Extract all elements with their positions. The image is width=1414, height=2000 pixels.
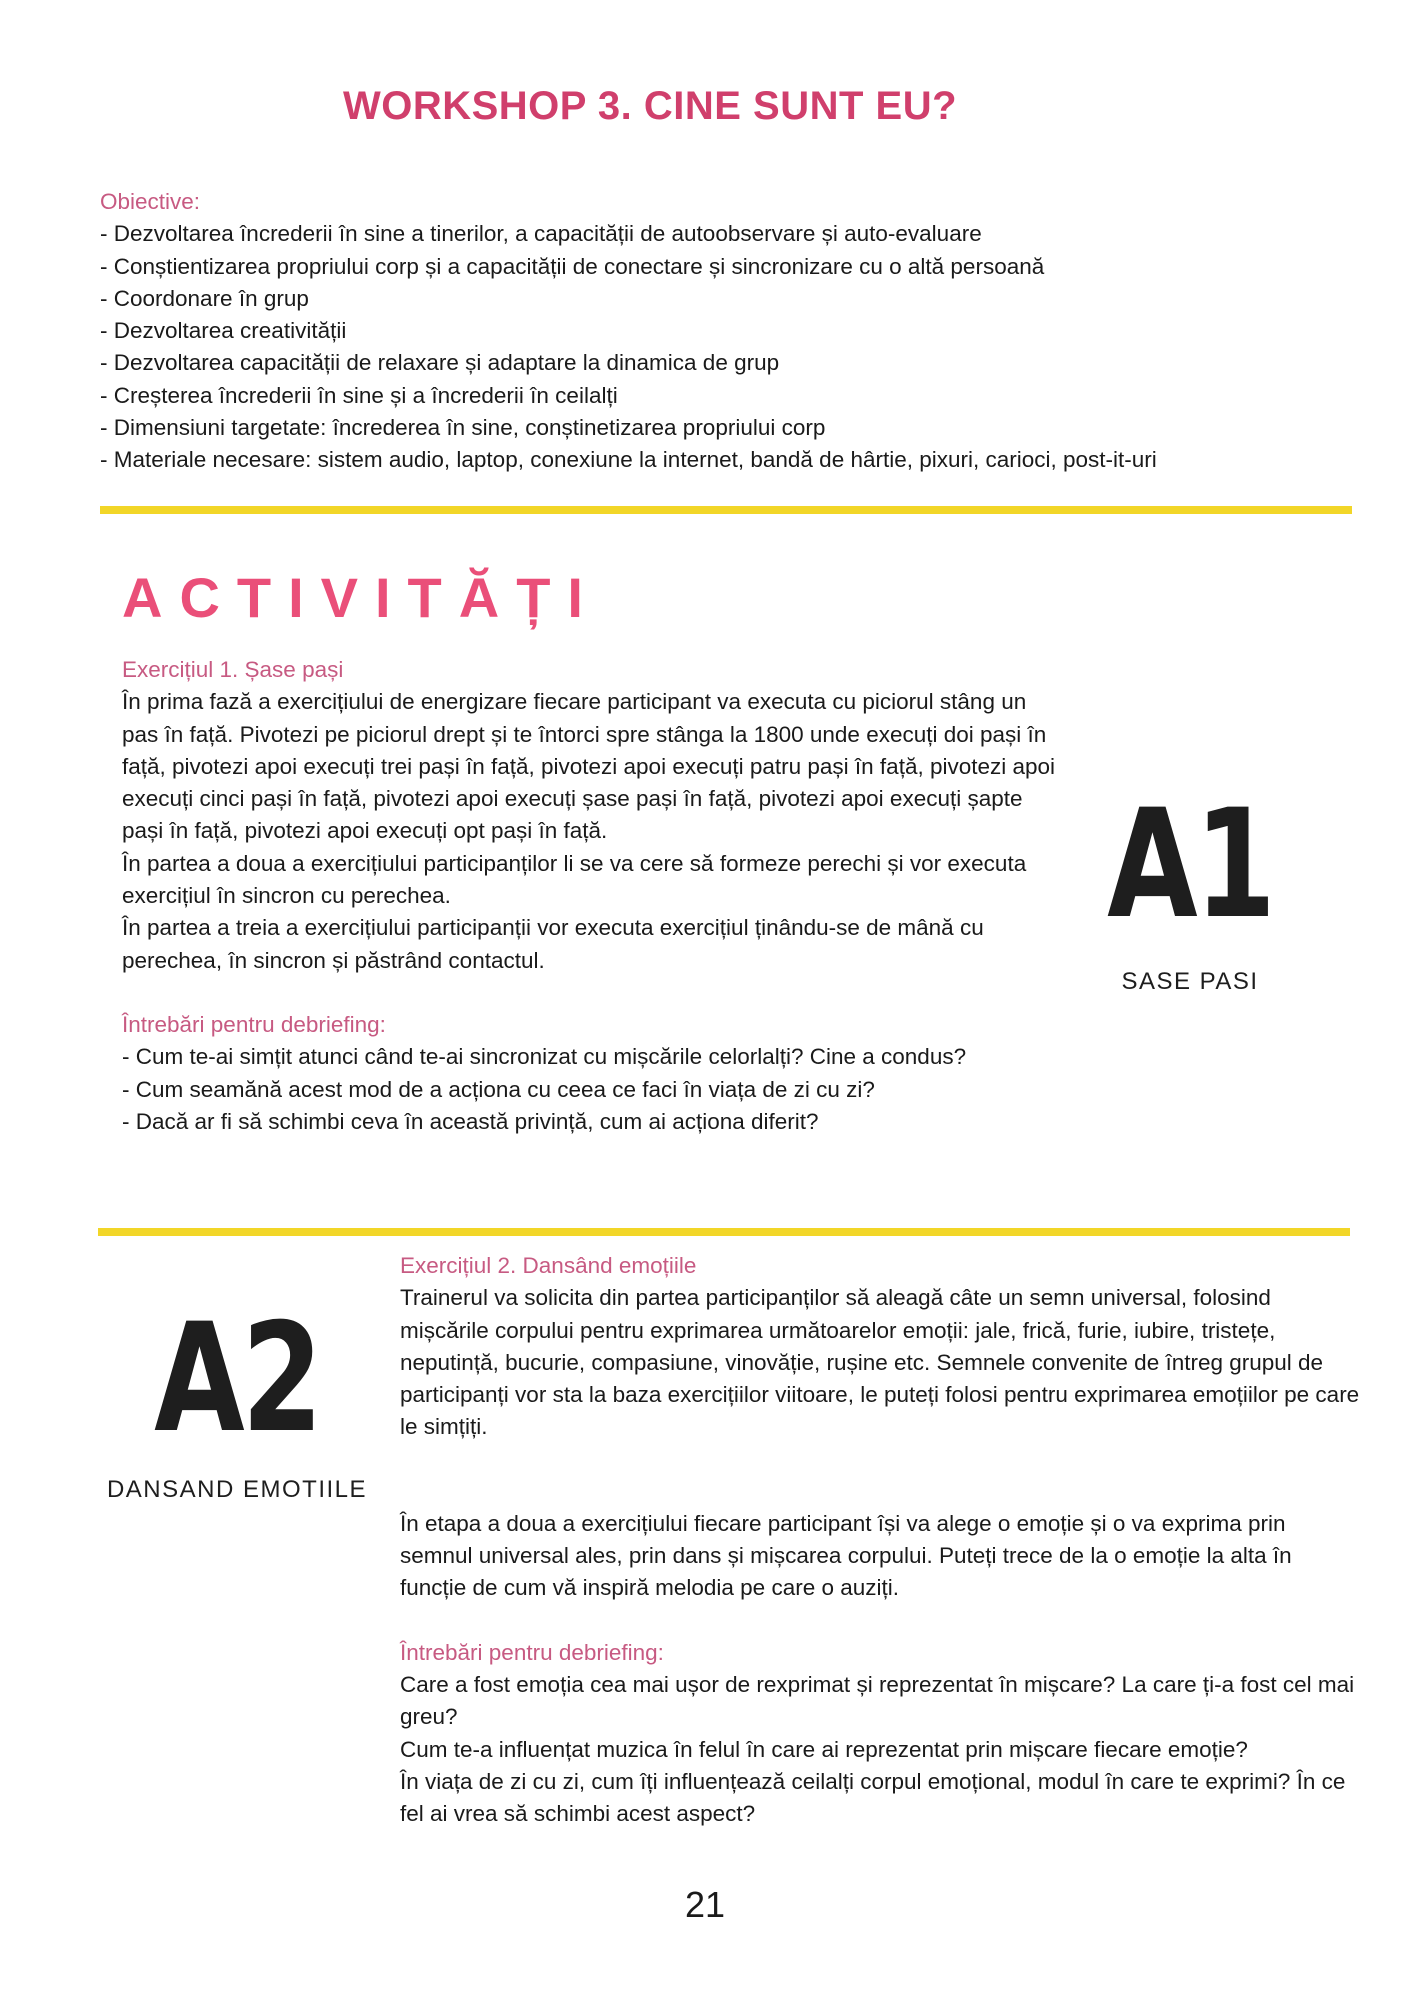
exercise-2-debrief-label: Întrebări pentru debriefing: [400, 1639, 664, 1665]
exercise-2-debrief-list [400, 1669, 1360, 1830]
exercise-1-body [122, 686, 1062, 977]
objective-item: - Dimensiuni targetate: încrederea în sine, conștinetizarea propriului corp [100, 415, 826, 441]
exercise-2-badge [96, 1292, 378, 1504]
exercise-1-badge [1080, 778, 1300, 996]
exercise-code: A2 [154, 1292, 320, 1466]
debrief-question: Cum te-a influențat muzica în felul în care ai reprezentat prin mișcare fiecare emoție? [400, 1736, 1248, 1762]
exercise-1-paragraph: În prima fază a exercițiului de energizare fiecare participant va executa cu piciorul stâng un pas în față. Pivotezi pe piciorul drept și te întorci spre stânga la 1800 unde execuți doi pași în față, pivotezi apoi execuți trei pași în față, pivotezi apoi execuți patru pași în față, pivotezi apoi execuți cinci pași în față, pivotezi apoi execuți șase pași în față, pivotezi apoi execuți șapte pași în față, pivotezi apoi execuți opt pași în față. [122, 689, 1056, 844]
debrief-question: În viața de zi cu zi, cum îți influențează ceilalți corpul emoțional, modul în care te exprimi? În ce fel ai vrea să schimbi acest aspect? [400, 1768, 1346, 1827]
exercise-2-section [400, 1250, 1360, 1830]
exercise-caption: DANSAND EMOTIILE [106, 1476, 368, 1503]
debrief-question: - Dacă ar fi să schimbi ceva în această privință, cum ai acționa diferit? [122, 1108, 819, 1134]
page-number: 21 [684, 1884, 726, 1925]
exercise-2-paragraph: În etapa a doua a exercițiului fiecare participant își va alege o emoție și o va exprima prin semnul universal ales, prin dans și mișcarea corpului. Puteți trece de la o emoție la alta în funcție de cum vă inspiră melodia pe care o auziți. [400, 1510, 1292, 1601]
debrief-question: - Cum seamănă acest mod de a acționa cu ceea ce faci în viața de zi cu zi? [122, 1076, 875, 1102]
objective-item: - Conștientizarea propriului corp și a capacității de conectare și sincronizare cu o altă persoană [100, 253, 1045, 279]
exercise-1-section [122, 654, 1062, 1138]
exercise-1-label: Exercițiul 1. Șase pași [122, 657, 344, 682]
exercise-1-debrief-list [122, 1041, 1062, 1138]
yellow-divider [100, 506, 1352, 514]
debrief-question: Care a fost emoția cea mai ușor de rexprimat și reprezentat în mișcare? La care ți-a fost cel mai greu? [400, 1671, 1355, 1730]
objective-item: - Dezvoltarea încrederii în sine a tinerilor, a capacității de autoobservare și auto-evaluare [100, 221, 982, 247]
exercise-1-paragraph: În partea a treia a exercițiului participanții vor executa exercițiul ținându-se de mână cu perechea, în sincron și păstrând contactul. [122, 915, 984, 973]
page-title: WORKSHOP 3. CINE SUNT EU? [342, 84, 958, 128]
objective-item: - Dezvoltarea capacității de relaxare și adaptare la dinamica de grup [100, 350, 780, 376]
exercise-2-body [400, 1282, 1360, 1604]
exercise-1-paragraph: În partea a doua a exercițiului participanților li se va cere să formeze perechi și vor executa exercițiul în sincron cu perechea. [122, 850, 1027, 909]
objective-item: - Creșterea încrederii în sine și a încrederii în ceilalți [100, 382, 618, 408]
exercise-code: A1 [1107, 778, 1273, 952]
exercise-2-paragraph: Trainerul va solicita din partea participanților să aleagă câte un semn universal, folosind mișcările corpului pentru exprimarea următoarelor emoții: jale, frică, furie, iubire, tristețe, neputință, bucurie, compasiune, vinovăție, rușine etc. Semnele convenite de întreg grupul de participanți vor sta la baza exercițiilor viitoare, le puteți folosi pentru exprimarea emoțiilor pe care le simțiți. [400, 1285, 1360, 1440]
yellow-divider [98, 1228, 1350, 1236]
objective-item: - Dezvoltarea creativității [100, 318, 347, 344]
debrief-question: - Cum te-ai simțit atunci când te-ai sincronizat cu mișcările celorlalți? Cine a condus? [122, 1044, 967, 1070]
exercise-1-debrief-label: Întrebări pentru debriefing: [122, 1011, 386, 1037]
exercise-2-label: Exercițiul 2. Dansând emoțiile [400, 1253, 697, 1278]
objectives-list [100, 218, 1360, 476]
activities-heading: ACTIVITĂȚI [122, 566, 600, 629]
objective-item: - Materiale necesare: sistem audio, laptop, conexiune la internet, bandă de hârtie, pixuri, carioci, post-it-uri [100, 447, 1157, 473]
objectives-section [100, 186, 1360, 477]
objectives-label: Obiective: [100, 189, 201, 214]
objective-item: - Coordonare în grup [100, 285, 309, 311]
exercise-caption: SASE PASI [1121, 968, 1259, 995]
